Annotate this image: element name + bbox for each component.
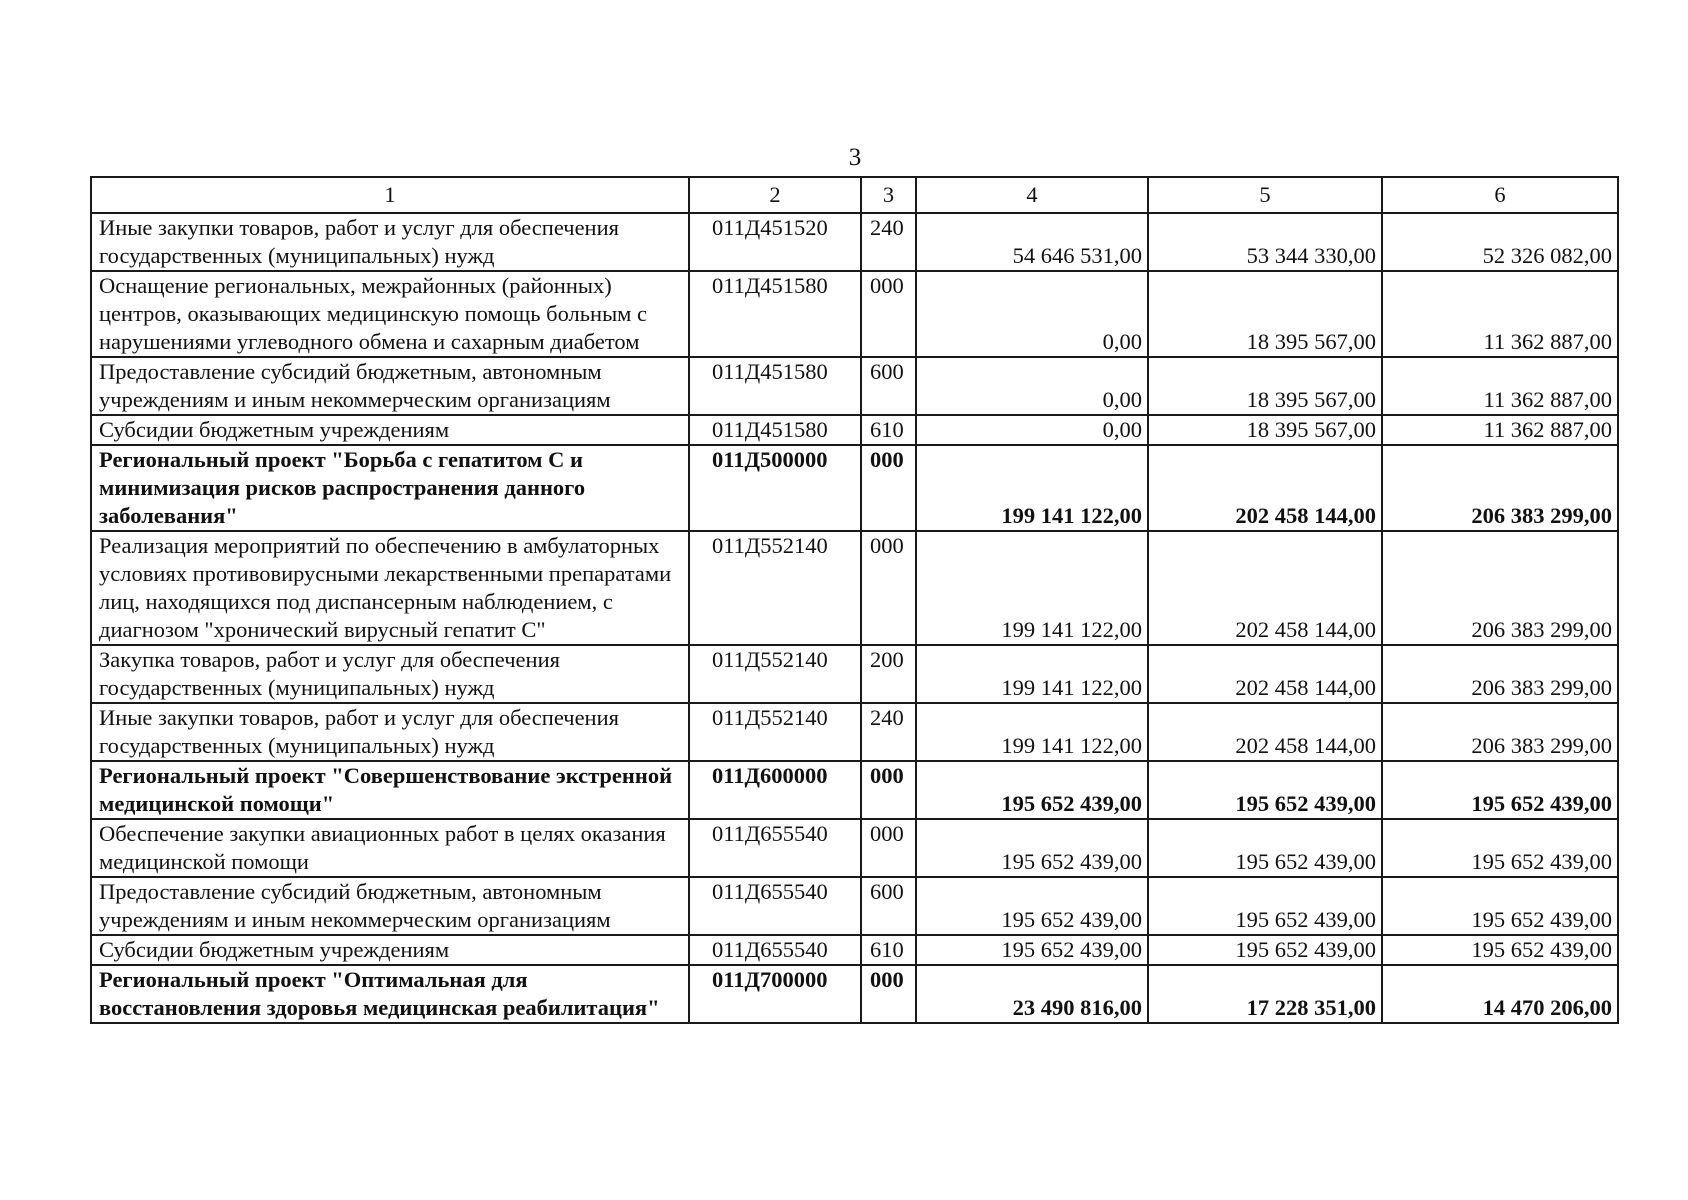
row-amount-year1-cell: 195 652 439,00 <box>916 761 1148 819</box>
row-code-cell: 011Д655540 <box>689 819 861 877</box>
row-expense-type-cell: 240 <box>861 703 916 761</box>
row-expense-type-cell: 240 <box>861 213 916 271</box>
row-code-cell: 011Д655540 <box>689 877 861 935</box>
row-name-cell: Обеспечение закупки авиационных работ в целях оказания медицинской помощи <box>91 819 689 877</box>
table-row <box>91 761 1618 819</box>
row-name-cell: Закупка товаров, работ и услуг для обеспечения государственных (муниципальных) нужд <box>91 645 689 703</box>
row-amount-year3-cell: 195 652 439,00 <box>1382 761 1618 819</box>
table-body <box>91 177 1618 1023</box>
row-amount-year3-cell: 11 362 887,00 <box>1382 271 1618 357</box>
row-expense-type-cell: 200 <box>861 645 916 703</box>
row-expense-type-cell: 000 <box>861 819 916 877</box>
row-amount-year3-cell: 206 383 299,00 <box>1382 531 1618 645</box>
row-amount-year2-cell: 195 652 439,00 <box>1148 877 1382 935</box>
row-amount-year3-cell: 195 652 439,00 <box>1382 877 1618 935</box>
row-code-cell: 011Д451580 <box>689 357 861 415</box>
table-row <box>91 357 1618 415</box>
row-name-cell: Оснащение региональных, межрайонных (районных) центров, оказывающих медицинскую помощь больным с нарушениями углеводного обмена и сахарным диабетом <box>91 271 689 357</box>
row-amount-year1-cell: 0,00 <box>916 271 1148 357</box>
row-amount-year1-cell: 199 141 122,00 <box>916 531 1148 645</box>
header-cell-3: 3 <box>861 177 916 213</box>
row-expense-type-cell: 610 <box>861 935 916 965</box>
budget-table <box>90 176 1619 1024</box>
row-name-cell: Реализация мероприятий по обеспечению в амбулаторных условиях противовирусными лекарственными препаратами лиц, находящихся под диспансерным наблюдением, с диагнозом "хронический вирусный гепатит С" <box>91 531 689 645</box>
row-code-cell: 011Д451520 <box>689 213 861 271</box>
table-row <box>91 965 1618 1023</box>
table-row <box>91 819 1618 877</box>
table-row <box>91 935 1618 965</box>
row-amount-year3-cell: 52 326 082,00 <box>1382 213 1618 271</box>
row-code-cell: 011Д552140 <box>689 531 861 645</box>
row-code-cell: 011Д600000 <box>689 761 861 819</box>
table-row <box>91 271 1618 357</box>
row-amount-year2-cell: 195 652 439,00 <box>1148 935 1382 965</box>
table-header-row <box>91 177 1618 213</box>
row-amount-year2-cell: 202 458 144,00 <box>1148 703 1382 761</box>
header-cell-5: 5 <box>1148 177 1382 213</box>
row-name-cell: Субсидии бюджетным учреждениям <box>91 935 689 965</box>
row-code-cell: 011Д451580 <box>689 415 861 445</box>
row-amount-year1-cell: 0,00 <box>916 415 1148 445</box>
row-name-cell: Предоставление субсидий бюджетным, автономным учреждениям и иным некоммерческим организациям <box>91 357 689 415</box>
row-amount-year3-cell: 14 470 206,00 <box>1382 965 1618 1023</box>
row-amount-year1-cell: 195 652 439,00 <box>916 819 1148 877</box>
row-amount-year1-cell: 195 652 439,00 <box>916 935 1148 965</box>
table-row <box>91 445 1618 531</box>
row-amount-year3-cell: 11 362 887,00 <box>1382 357 1618 415</box>
table-row <box>91 531 1618 645</box>
row-name-cell: Иные закупки товаров, работ и услуг для обеспечения государственных (муниципальных) нужд <box>91 213 689 271</box>
row-amount-year1-cell: 195 652 439,00 <box>916 877 1148 935</box>
row-amount-year2-cell: 18 395 567,00 <box>1148 271 1382 357</box>
row-amount-year2-cell: 195 652 439,00 <box>1148 819 1382 877</box>
row-amount-year1-cell: 199 141 122,00 <box>916 645 1148 703</box>
row-expense-type-cell: 600 <box>861 877 916 935</box>
row-expense-type-cell: 000 <box>861 761 916 819</box>
row-amount-year1-cell: 23 490 816,00 <box>916 965 1148 1023</box>
row-amount-year1-cell: 199 141 122,00 <box>916 703 1148 761</box>
row-amount-year2-cell: 202 458 144,00 <box>1148 445 1382 531</box>
row-name-cell: Иные закупки товаров, работ и услуг для обеспечения государственных (муниципальных) нужд <box>91 703 689 761</box>
row-amount-year3-cell: 206 383 299,00 <box>1382 645 1618 703</box>
table-row <box>91 415 1618 445</box>
header-cell-4: 4 <box>916 177 1148 213</box>
header-cell-1: 1 <box>91 177 689 213</box>
row-amount-year2-cell: 18 395 567,00 <box>1148 415 1382 445</box>
header-cell-6: 6 <box>1382 177 1618 213</box>
row-expense-type-cell: 600 <box>861 357 916 415</box>
row-amount-year2-cell: 17 228 351,00 <box>1148 965 1382 1023</box>
table-row <box>91 703 1618 761</box>
table-row <box>91 213 1618 271</box>
row-amount-year3-cell: 195 652 439,00 <box>1382 819 1618 877</box>
row-amount-year1-cell: 0,00 <box>916 357 1148 415</box>
row-amount-year1-cell: 199 141 122,00 <box>916 445 1148 531</box>
row-amount-year2-cell: 53 344 330,00 <box>1148 213 1382 271</box>
row-name-cell: Региональный проект "Борьба с гепатитом С и минимизация рисков распространения данного заболевания" <box>91 445 689 531</box>
row-code-cell: 011Д552140 <box>689 645 861 703</box>
row-code-cell: 011Д500000 <box>689 445 861 531</box>
row-amount-year2-cell: 202 458 144,00 <box>1148 531 1382 645</box>
row-expense-type-cell: 000 <box>861 271 916 357</box>
row-expense-type-cell: 000 <box>861 965 916 1023</box>
row-expense-type-cell: 610 <box>861 415 916 445</box>
row-name-cell: Региональный проект "Оптимальная для восстановления здоровья медицинская реабилитация" <box>91 965 689 1023</box>
row-expense-type-cell: 000 <box>861 531 916 645</box>
row-amount-year3-cell: 11 362 887,00 <box>1382 415 1618 445</box>
header-cell-2: 2 <box>689 177 861 213</box>
row-amount-year2-cell: 195 652 439,00 <box>1148 761 1382 819</box>
row-name-cell: Субсидии бюджетным учреждениям <box>91 415 689 445</box>
row-amount-year2-cell: 18 395 567,00 <box>1148 357 1382 415</box>
row-expense-type-cell: 000 <box>861 445 916 531</box>
row-amount-year1-cell: 54 646 531,00 <box>916 213 1148 271</box>
row-amount-year3-cell: 195 652 439,00 <box>1382 935 1618 965</box>
row-name-cell: Региональный проект "Совершенствование экстренной медицинской помощи" <box>91 761 689 819</box>
row-name-cell: Предоставление субсидий бюджетным, автономным учреждениям и иным некоммерческим организациям <box>91 877 689 935</box>
row-amount-year3-cell: 206 383 299,00 <box>1382 703 1618 761</box>
table-row <box>91 645 1618 703</box>
page-number: 3 <box>848 144 862 171</box>
row-code-cell: 011Д700000 <box>689 965 861 1023</box>
row-code-cell: 011Д655540 <box>689 935 861 965</box>
row-amount-year2-cell: 202 458 144,00 <box>1148 645 1382 703</box>
row-code-cell: 011Д552140 <box>689 703 861 761</box>
row-code-cell: 011Д451580 <box>689 271 861 357</box>
row-amount-year3-cell: 206 383 299,00 <box>1382 445 1618 531</box>
table-row <box>91 877 1618 935</box>
